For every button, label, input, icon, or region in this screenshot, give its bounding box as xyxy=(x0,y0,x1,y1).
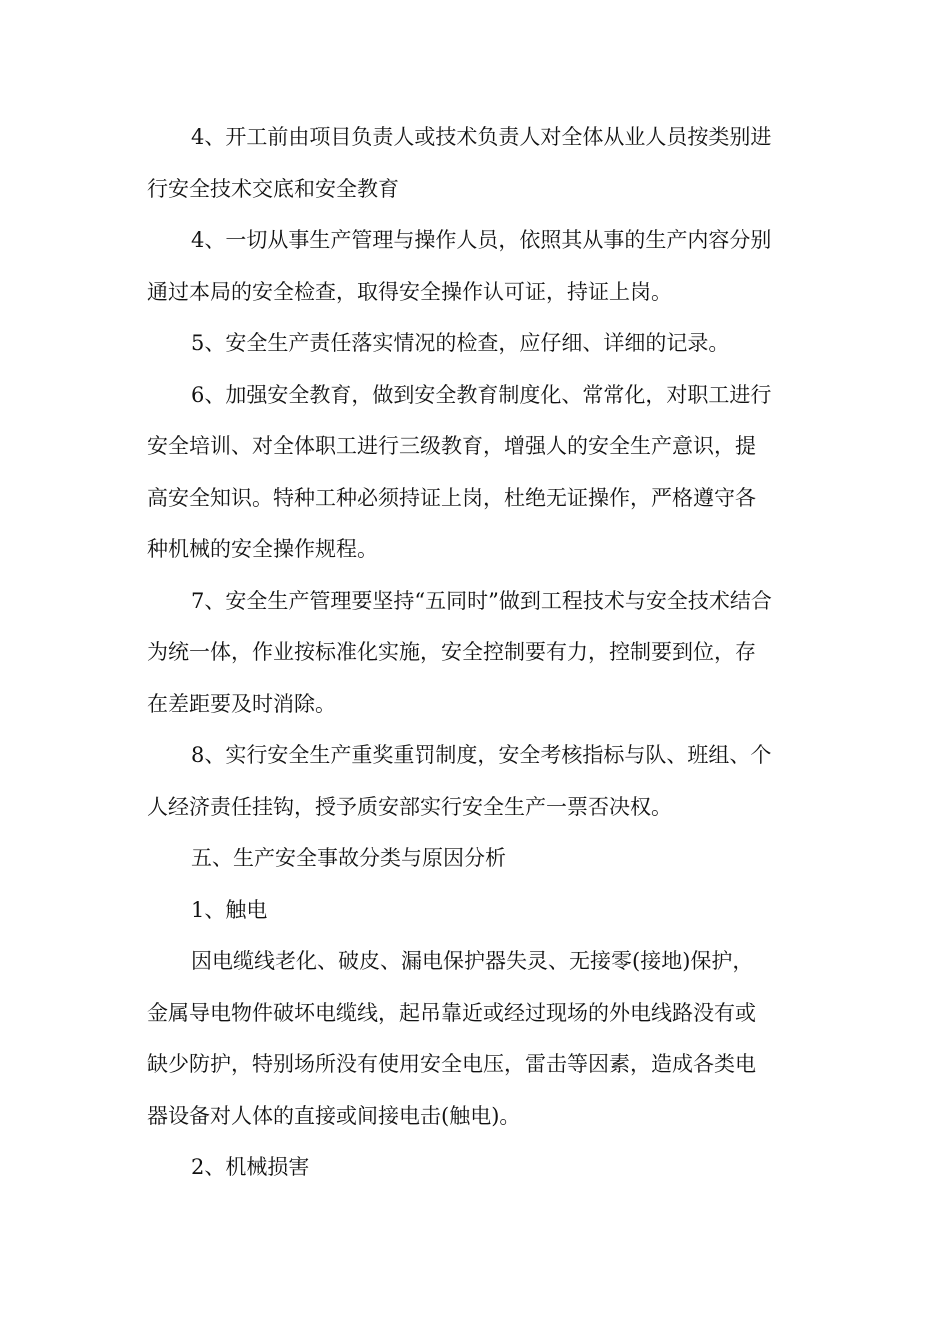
document-body xyxy=(147,112,807,1194)
paragraph-line: 金属导电物件破坏电缆线，起吊靠近或经过现场的外电线路没有或 xyxy=(147,1000,756,1025)
paragraph-6 xyxy=(147,730,807,833)
paragraph-line: 通过本局的安全检查，取得安全操作认可证，持证上岗。 xyxy=(147,279,672,304)
subsection-heading-text: 1、触电 xyxy=(191,897,268,922)
paragraph-line: 4、开工前由项目负责人或技术负责人对全体从业人员按类别进 xyxy=(191,125,772,149)
paragraph-1 xyxy=(147,112,807,215)
paragraph-5 xyxy=(147,576,807,731)
section-heading-text: 五、生产安全事故分类与原因分析 xyxy=(191,846,506,870)
subsection-heading-1 xyxy=(147,885,807,937)
paragraph-line: 在差距要及时消除。 xyxy=(147,691,336,716)
paragraph-line: 安全培训、对全体职工进行三级教育，增强人的安全生产意识，提 xyxy=(147,434,756,458)
paragraph-line: 4、一切从事生产管理与操作人员，依照其从事的生产内容分别 xyxy=(191,228,772,252)
paragraph-line: 种机械的安全操作规程。 xyxy=(147,537,378,561)
paragraph-line: 因电缆线老化、破皮、漏电保护器失灵、无接零(接地)保护， xyxy=(191,949,754,973)
paragraph-line: 为统一体，作业按标准化实施，安全控制要有力，控制要到位，存 xyxy=(147,640,756,664)
paragraph-line: 器设备对人体的直接或间接电击(触电)。 xyxy=(147,1103,521,1128)
subsection-heading-2 xyxy=(147,1142,807,1194)
subsection-heading-text: 2、机械损害 xyxy=(191,1155,310,1179)
paragraph-3 xyxy=(147,318,807,370)
paragraph-line: 8、实行安全生产重奖重罚制度，安全考核指标与队、班组、个 xyxy=(191,743,772,767)
paragraph-2 xyxy=(147,215,807,318)
paragraph-line: 5、安全生产责任落实情况的检查，应仔细、详细的记录。 xyxy=(191,331,730,355)
paragraph-line: 行安全技术交底和安全教育 xyxy=(147,176,399,201)
paragraph-electric-shock xyxy=(147,936,807,1142)
paragraph-line: 6、加强安全教育，做到安全教育制度化、常常化，对职工进行 xyxy=(191,382,772,407)
paragraph-line: 高安全知识。特种工种必须持证上岗，杜绝无证操作，严格遵守各 xyxy=(147,485,756,510)
paragraph-line: 人经济责任挂钩，授予质安部实行安全生产一票否决权。 xyxy=(147,794,672,819)
paragraph-4 xyxy=(147,370,807,576)
paragraph-line: 缺少防护，特别场所没有使用安全电压，雷击等因素，造成各类电 xyxy=(147,1052,756,1076)
paragraph-line: 7、安全生产管理要坚持“五同时”做到工程技术与安全技术结合 xyxy=(191,588,772,613)
section-heading xyxy=(147,833,807,885)
